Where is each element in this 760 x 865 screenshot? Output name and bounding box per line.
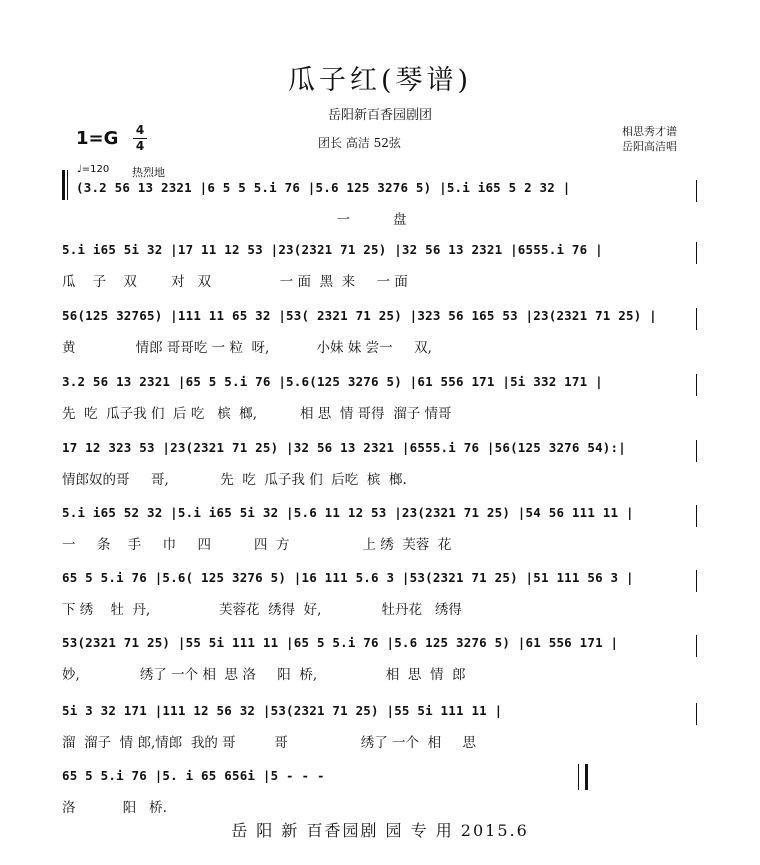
meter-top: 4 [135, 123, 145, 137]
barline [696, 703, 697, 725]
score-row [0, 505, 760, 565]
barline [696, 570, 697, 592]
notation-line: 3.2 56 13 2321 |65 5 5.i 76 |5.6(125 3276 5) |61 556 171 |5i 332 171 | [62, 374, 603, 389]
barline [696, 635, 697, 657]
lyrics-line: 妙, 绣了 一个 相 思 洛 阳 桥, 相 思 情 郎 [62, 667, 466, 683]
score-row [0, 570, 760, 630]
notation-line: 17 12 323 53 |23(2321 71 25) |32 56 13 2321 |6555.i 76 |56(125 3276 54):| [62, 440, 626, 455]
barline [696, 505, 697, 527]
lyrics-line: 黄 情郎 哥哥吃 一 粒 呀, 小妹 妹 尝一 双, [62, 340, 432, 356]
barline [696, 180, 697, 202]
lyrics-line: 瓜 子 双 对 双 一 面 黑 来 一 面 [62, 274, 408, 290]
score-row [0, 440, 760, 500]
troupe-name: 岳阳新百香园剧团 [327, 108, 432, 123]
lyrics-line: 一 条 手 巾 四 四 方 上 绣 芙蓉 花 [62, 537, 452, 553]
notation-line: 5.i i65 5i 32 |17 11 12 53 |23(2321 71 25) |32 56 13 2321 |6555.i 76 | [62, 242, 603, 257]
final-barline [578, 764, 588, 790]
lyrics-line: 情郎奴的哥 哥, 先 吃 瓜子我 们 后吃 槟 榔. [62, 472, 407, 488]
score-row [0, 374, 760, 434]
score-row [0, 242, 760, 302]
time-signature [133, 124, 147, 153]
leader-info: 团长 高洁 52弦 [318, 136, 401, 150]
meter-bottom: 4 [135, 139, 145, 153]
notation-line: 65 5 5.i 76 |5.6( 125 3276 5) |16 111 5.6 3 |53(2321 71 25) |51 111 56 3 | [62, 570, 634, 585]
credit-singer: 岳阳高洁唱 [622, 140, 677, 153]
barline [696, 374, 697, 396]
notation-line: 53(2321 71 25) |55 5i 111 11 |65 5 5.i 76 |5.6 125 3276 5) |61 556 171 | [62, 635, 619, 650]
credits [622, 124, 677, 154]
page-title: 瓜子红(琴谱) [287, 65, 473, 96]
key-signature: 1=G [76, 128, 119, 149]
credit-notation: 相思秀才谱 [622, 125, 677, 138]
score-row [0, 308, 760, 368]
footer-note: 岳 阳 新 百香园剧 园 专 用 2015.6 [231, 821, 529, 840]
lyrics-line: 下 绣 牡 丹, 芙蓉花 绣得 好, 牡丹花 绣得 [62, 602, 462, 618]
lyrics-line: 洛 阳 桥. [62, 800, 167, 816]
notation-line: (3.2 56 13 2321 |6 5 5 5.i 76 |5.6 125 3276 5) |5.i i65 5 2 32 | [76, 180, 571, 195]
notation-line: 56(125 32765) |111 11 65 32 |53( 2321 71 25) |323 56 165 53 |23(2321 71 25) | [62, 308, 657, 323]
lyrics-line: 一 盘 [62, 212, 407, 228]
notation-line: 5i 3 32 171 |111 12 56 32 |53(2321 71 25) |55 5i 111 11 | [62, 703, 503, 718]
lyrics-line: 先 吃 瓜子我 们 后 吃 槟 榔, 相 思 情 哥得 溜子 情哥 [62, 406, 452, 422]
expression-mark: 热烈地 [132, 166, 165, 179]
tempo-mark: ♩=120 [77, 164, 110, 175]
barline [696, 242, 697, 264]
notation-line: 65 5 5.i 76 |5. i 65 656i |5 - - - [62, 768, 325, 783]
barline [696, 308, 697, 330]
barline [696, 440, 697, 462]
score-row [0, 180, 760, 240]
score-row [0, 635, 760, 695]
lyrics-line: 溜 溜子 情 郎,情郎 我的 哥 哥 绣了 一个 相 思 [62, 735, 477, 751]
score-row [0, 703, 760, 763]
notation-line: 5.i i65 52 32 |5.i i65 5i 32 |5.6 11 12 53 |23(2321 71 25) |54 56 111 11 | [62, 505, 634, 520]
